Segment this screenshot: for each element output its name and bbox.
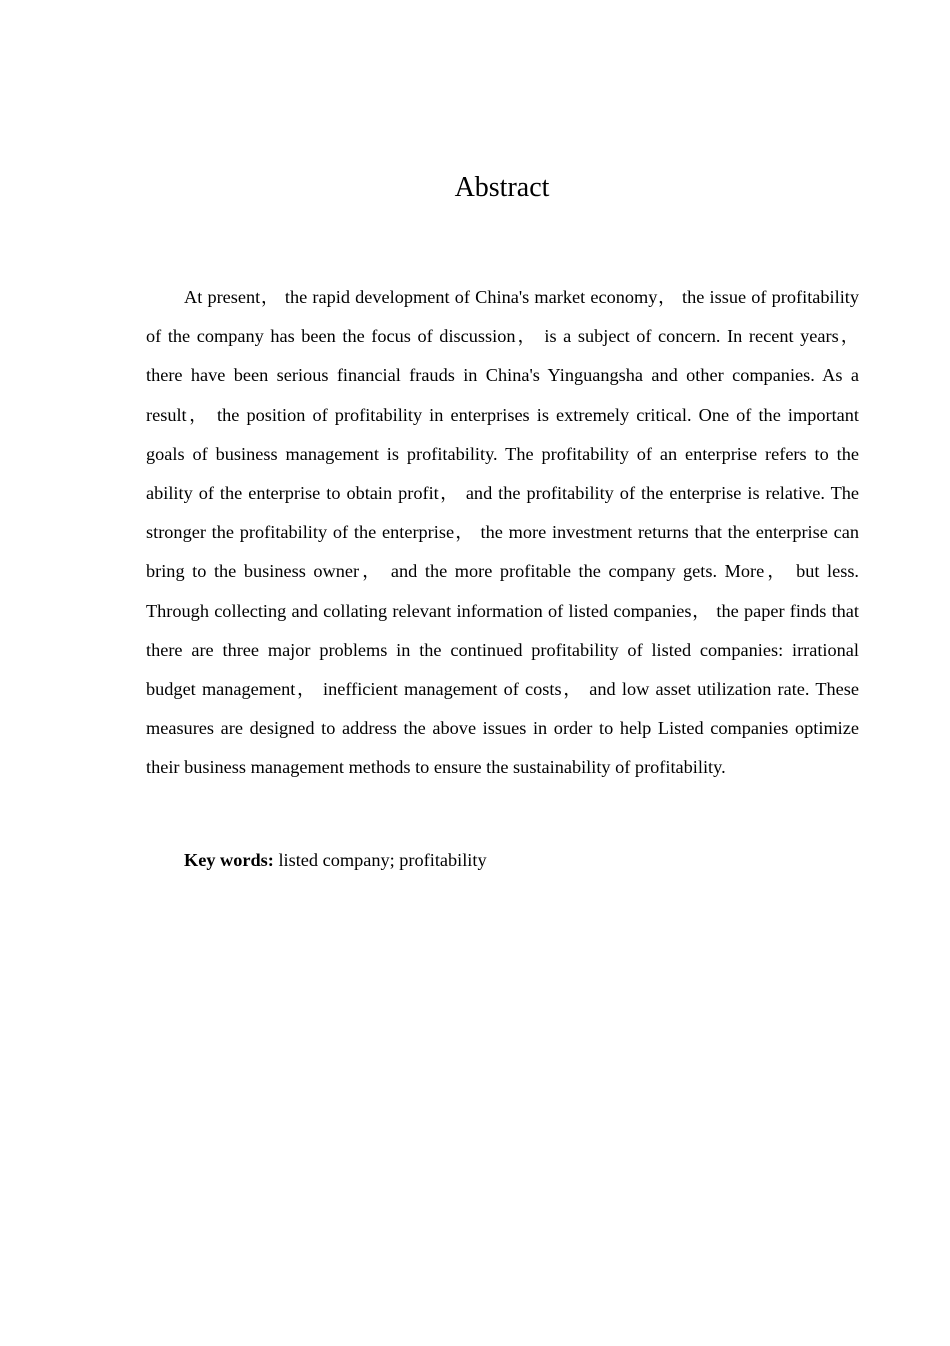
abstract-body-paragraph: At present， the rapid development of China's market economy， the issue of profitability of the company has been the focus of discussion， is a subject of concern. In recent years， there have been serious financial frauds in China's Yinguangsha and other companies. As a result， the position of profitability in enterprises is extremely critical. One of the important goals of business management is profitability. The profitability of an enterprise refers to the ability of the enterprise to obtain profit， and the profitability of the enterprise is relative. The stronger the profitability of the enterprise， the more investment returns that the enterprise can bring to the business owner， and the more profitable the company gets. More， but less. Through collecting and collating relevant information of listed companies， the paper finds that there are three major problems in the continued profitability of listed companies: irrational budget management， inefficient management of costs， and low asset utilization rate. These measures are designed to address the above issues in order to help Listed companies optimize their business management methods to ensure the sustainability of profitability. — [146, 287, 859, 778]
keywords-value: listed company; profitability — [273, 850, 487, 870]
abstract-title: Abstract — [454, 172, 550, 203]
keywords-label: Key words: — [184, 850, 274, 870]
keywords-line — [146, 842, 859, 878]
